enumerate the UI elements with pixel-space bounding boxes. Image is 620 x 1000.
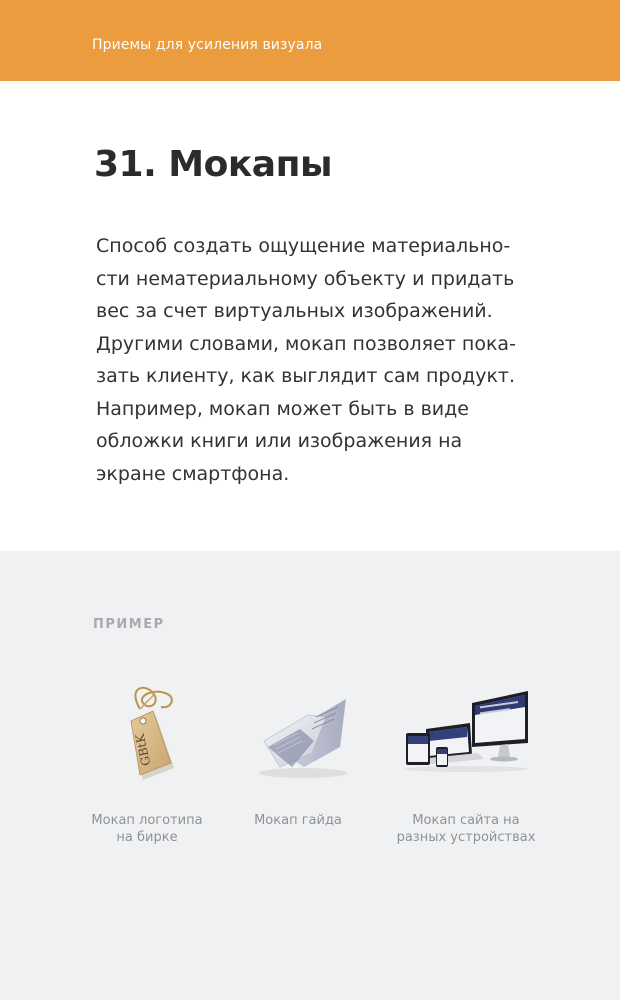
paragraph-line: сти нематериальному объекту и придать — [96, 267, 515, 290]
tag-lettering: GBtK — [132, 732, 154, 768]
caption-line: Мокап сайта на — [412, 813, 520, 828]
page-title: 31. Мокапы — [94, 144, 333, 185]
caption-line: разных устройствах — [396, 830, 536, 845]
paragraph-line: экране смартфона. — [96, 462, 290, 485]
example-caption — [376, 812, 556, 846]
section-title: Приемы для усиления визуала — [92, 37, 323, 53]
main-content — [0, 81, 620, 551]
caption-line: Мокап логотипа — [91, 813, 203, 828]
paragraph-line: зать клиенту, как выглядит сам продукт. — [96, 365, 516, 387]
example-section — [0, 551, 620, 1000]
paragraph-line: Например, мокап может быть в виде — [96, 397, 469, 420]
paragraph-line: Способ создать ощущение материально- — [96, 235, 511, 257]
devices-mockup-icon — [376, 681, 556, 791]
paragraph-line: вес за счет виртуальных изображений. — [96, 300, 493, 322]
example-caption — [208, 812, 388, 829]
paragraph-line: обложки книги или изображения на — [96, 430, 463, 452]
caption-line: Мокап гайда — [254, 813, 342, 828]
paragraph-line: Другими словами, мокап позволяет пока- — [96, 332, 516, 355]
caption-line: на бирке — [116, 830, 178, 845]
header-bar — [0, 0, 620, 81]
folded-brochure-icon — [208, 681, 388, 791]
description-paragraph — [96, 230, 536, 490]
example-label: ПРИМЕР — [93, 617, 165, 632]
